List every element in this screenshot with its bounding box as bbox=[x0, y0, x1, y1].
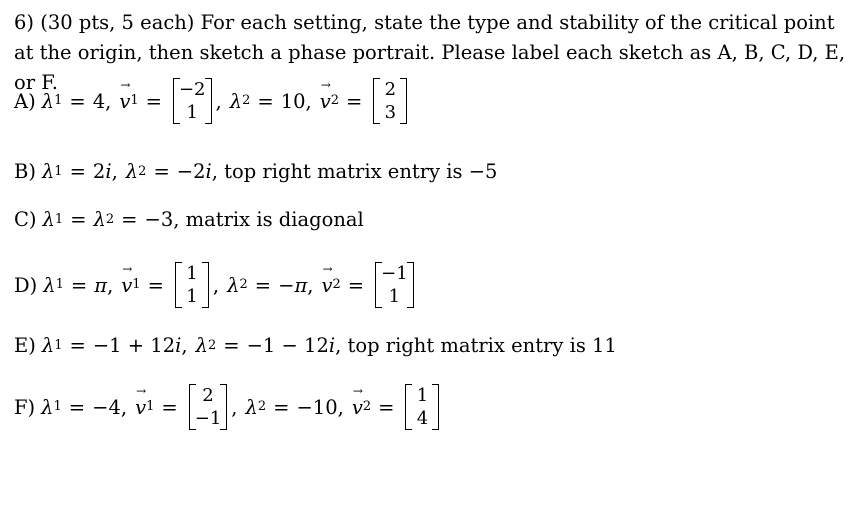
v-letter: v bbox=[119, 89, 131, 113]
vector-symbol bbox=[321, 261, 333, 297]
v-letter: v bbox=[135, 395, 147, 419]
v-letter: v bbox=[351, 395, 363, 419]
equals: = bbox=[346, 89, 363, 113]
lambda-symbol: λ bbox=[125, 160, 139, 183]
item-label: F) bbox=[14, 395, 36, 419]
lambda-symbol: λ bbox=[93, 208, 106, 231]
vector-arrow: → bbox=[136, 383, 147, 398]
equals: = bbox=[70, 208, 87, 231]
matrix-entry: 1 bbox=[186, 102, 198, 123]
lambda-symbol: λ bbox=[41, 89, 55, 113]
comma: , bbox=[307, 273, 314, 297]
eigenvalue-1: 2 bbox=[92, 160, 106, 183]
matrix-entry: −1 bbox=[381, 263, 408, 284]
item-label: A) bbox=[14, 89, 36, 113]
lambda-symbol: λ bbox=[195, 334, 208, 357]
matrix-entry: 2 bbox=[384, 79, 397, 100]
item-d: D) λ 1 = π , → v 1 = 1 1 , λ 2 = −π , → v 2 = −1 1 bbox=[14, 262, 418, 308]
problem-statement: 6) (30 pts, 5 each) For each setting, state the type and stability of the critical point at the origin, then sketch a phase portrait. Please label each sketch as A, B, C, D, E, or F. bbox=[14, 11, 846, 94]
item-label: B) bbox=[14, 160, 36, 183]
comma: , bbox=[337, 395, 344, 419]
equals: = bbox=[147, 273, 164, 297]
item-c: C) λ 1 = λ 2 = −3 , matrix is diagonal bbox=[14, 208, 364, 231]
eigenvalue-1: π bbox=[94, 273, 108, 297]
eigenvector-2 bbox=[405, 384, 439, 430]
v-letter: v bbox=[321, 273, 333, 297]
item-e: E) λ 1 = −1 + 12 i , λ 2 = −1 − 12 i , top right matrix entry is 11 bbox=[14, 334, 617, 357]
equals: = bbox=[68, 395, 86, 419]
item-label: E) bbox=[14, 334, 36, 357]
eigenvector-2 bbox=[375, 262, 414, 308]
matrix-entry: 1 bbox=[388, 286, 401, 307]
imaginary-unit: i bbox=[205, 160, 212, 183]
v-letter: v bbox=[319, 89, 331, 113]
equals: = bbox=[145, 89, 162, 113]
comma: , bbox=[181, 334, 188, 357]
eigenvalue-2: −π bbox=[278, 273, 308, 297]
imaginary-unit: i bbox=[105, 160, 112, 183]
equals: = bbox=[69, 160, 86, 183]
item-f: F) λ 1 = −4 , → v 1 = 2 −1 , λ 2 = −10 , → v 2 = 1 4 bbox=[14, 384, 443, 430]
matrix-entry: 3 bbox=[384, 102, 397, 123]
matrix-entry: 2 bbox=[202, 385, 214, 406]
lambda-symbol: λ bbox=[41, 160, 55, 183]
eigenvalue-2: −2 bbox=[176, 160, 206, 183]
eigenvalue-1: 4 bbox=[92, 89, 106, 113]
equals: = bbox=[254, 273, 272, 297]
lambda-symbol: λ bbox=[43, 273, 56, 297]
item-a: A) λ 1 = 4 , → v 1 = −2 1 , λ 2 = 10 , → v 2 = 2 3 bbox=[14, 78, 411, 124]
eigenvalue: −3 bbox=[144, 208, 174, 231]
equals: = bbox=[70, 273, 88, 297]
eigenvalue-2: 10 bbox=[280, 89, 306, 113]
vector-symbol bbox=[121, 261, 133, 297]
matrix-entry: 1 bbox=[186, 263, 198, 284]
vector-arrow: → bbox=[320, 77, 331, 92]
vector-symbol bbox=[135, 383, 147, 419]
comma: , bbox=[215, 89, 222, 113]
matrix-entry: 4 bbox=[416, 408, 429, 429]
equals: = bbox=[153, 160, 170, 183]
item-description: , top right matrix entry is −5 bbox=[211, 160, 498, 183]
comma: , bbox=[120, 395, 128, 419]
eigenvector-2 bbox=[373, 78, 407, 124]
matrix-entry: −1 bbox=[194, 408, 222, 429]
equals: = bbox=[378, 395, 395, 419]
equals: = bbox=[223, 334, 240, 357]
vector-symbol bbox=[351, 383, 363, 419]
vector-arrow: → bbox=[322, 261, 333, 276]
equals: = bbox=[161, 395, 178, 419]
comma: , bbox=[105, 89, 112, 113]
lambda-symbol: λ bbox=[41, 395, 54, 419]
eigenvalue-1: −1 + 12 bbox=[92, 334, 176, 357]
eigenvalue-2: −10 bbox=[296, 395, 338, 419]
matrix-entry: 1 bbox=[186, 286, 198, 307]
imaginary-unit: i bbox=[328, 334, 336, 357]
item-label: C) bbox=[14, 208, 37, 231]
vector-arrow: → bbox=[120, 77, 131, 92]
eigenvector-1 bbox=[173, 78, 212, 124]
item-description: , matrix is diagonal bbox=[173, 208, 364, 231]
equals: = bbox=[69, 334, 86, 357]
equals: = bbox=[257, 89, 274, 113]
comma: , bbox=[231, 395, 238, 419]
vector-symbol bbox=[319, 77, 331, 113]
item-b: B) λ 1 = 2 i , λ 2 = −2 i , top right matrix entry is −5 bbox=[14, 160, 498, 183]
eigenvalue-1: −4 bbox=[92, 395, 121, 419]
item-description: , top right matrix entry is 11 bbox=[335, 334, 617, 357]
lambda-symbol: λ bbox=[41, 334, 55, 357]
eigenvector-1 bbox=[189, 384, 228, 430]
item-label: D) bbox=[14, 273, 38, 297]
v-letter: v bbox=[121, 273, 133, 297]
equals: = bbox=[69, 89, 86, 113]
vector-arrow: → bbox=[122, 261, 133, 276]
comma: , bbox=[212, 273, 220, 297]
imaginary-unit: i bbox=[175, 334, 182, 357]
equals: = bbox=[347, 273, 365, 297]
lambda-symbol: λ bbox=[229, 89, 243, 113]
comma: , bbox=[107, 273, 114, 297]
equals: = bbox=[273, 395, 290, 419]
lambda-symbol: λ bbox=[245, 395, 258, 419]
matrix-entry: 1 bbox=[416, 385, 429, 406]
matrix-entry: −2 bbox=[178, 79, 206, 100]
comma: , bbox=[305, 89, 312, 113]
eigenvalue-2: −1 − 12 bbox=[246, 334, 329, 357]
vector-symbol bbox=[119, 77, 131, 113]
lambda-symbol: λ bbox=[42, 208, 55, 231]
eigenvector-1 bbox=[175, 262, 209, 308]
comma: , bbox=[111, 160, 118, 183]
vector-arrow: → bbox=[352, 383, 363, 398]
lambda-symbol: λ bbox=[227, 273, 240, 297]
equals: = bbox=[121, 208, 138, 231]
